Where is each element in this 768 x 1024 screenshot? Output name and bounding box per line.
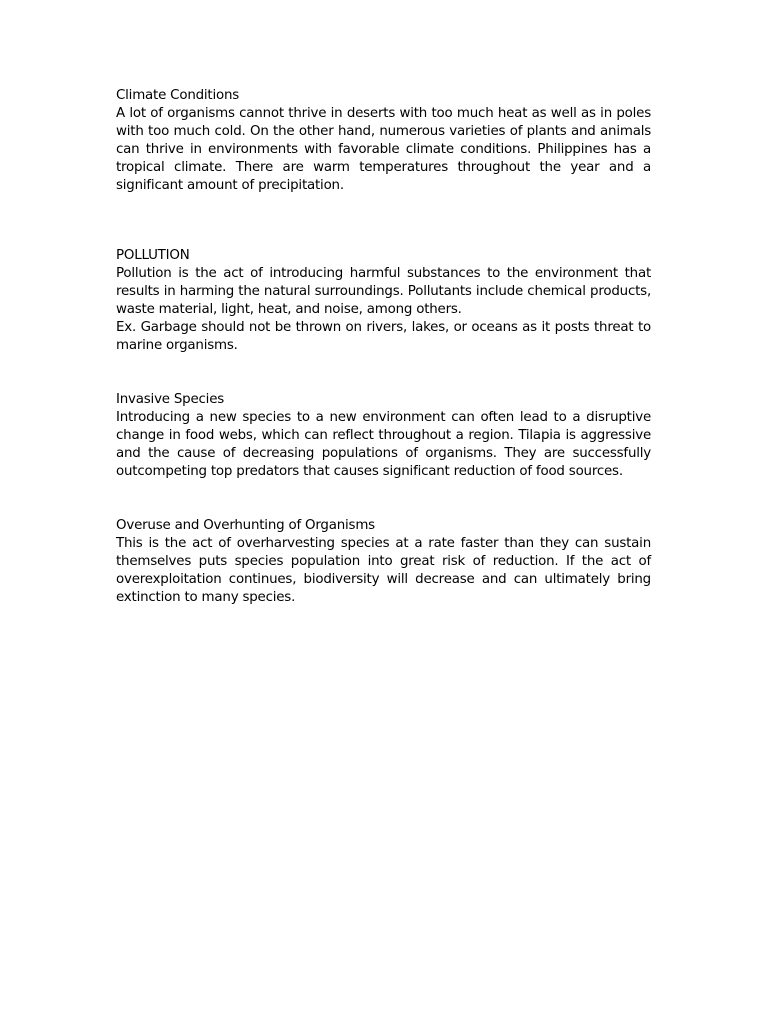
section-paragraph: This is the act of overharvesting species at a rate faster than they can sustain themselves puts species population into great risk of reduction. If the act of overexploitation continues, biodiversity will decrease and can ultimately bring extinction to many species. bbox=[116, 536, 651, 605]
section-overuse-overhunting bbox=[116, 517, 651, 607]
section-climate-conditions bbox=[116, 87, 651, 195]
section-pollution bbox=[116, 247, 651, 355]
section-paragraph: Introducing a new species to a new environment can often lead to a disruptive change in food webs, which can reflect throughout a region. Tilapia is aggressive and the cause of decreasing populations of organisms. They are successfully outcompeting top predators that causes significant reduction of food sources. bbox=[116, 410, 651, 479]
section-paragraph: Pollution is the act of introducing harmful substances to the environment that results in harming the natural surroundings. Pollutants include chemical products, waste material, light, heat, and noise, among others. bbox=[116, 266, 651, 317]
section-paragraph: Ex. Garbage should not be thrown on rivers, lakes, or oceans as it posts threat to marine organisms. bbox=[116, 320, 651, 353]
section-heading: Overuse and Overhunting of Organisms bbox=[116, 518, 375, 533]
section-spacer bbox=[116, 481, 651, 517]
section-heading: POLLUTION bbox=[116, 248, 190, 263]
section-heading: Climate Conditions bbox=[116, 88, 240, 103]
section-heading: Invasive Species bbox=[116, 392, 225, 407]
section-spacer bbox=[116, 355, 651, 391]
section-invasive-species bbox=[116, 391, 651, 481]
document-body bbox=[116, 87, 651, 607]
section-paragraph: A lot of organisms cannot thrive in deserts with too much heat as well as in poles with too much cold. On the other hand, numerous varieties of plants and animals can thrive in environments with favorable climate conditions. Philippines has a tropical climate. There are warm temperatures throughout the year and a significant amount of precipitation. bbox=[116, 106, 651, 193]
section-spacer bbox=[116, 195, 651, 247]
